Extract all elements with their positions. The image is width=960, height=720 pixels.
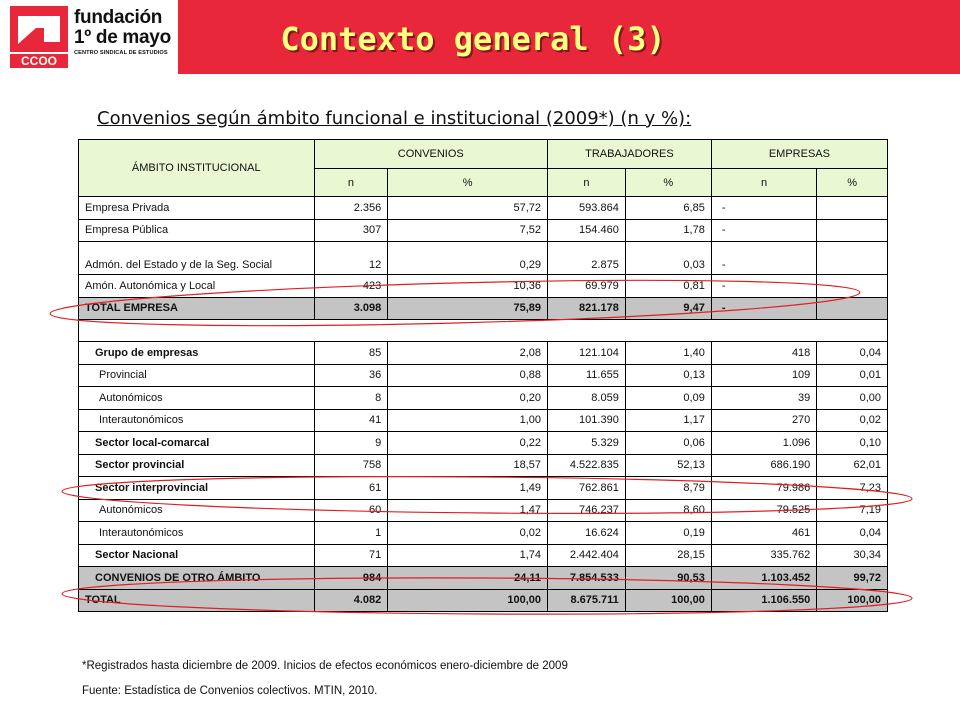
cell-trabajadores-n: 762.861 — [548, 477, 626, 500]
cell-convenios-pct: 75,89 — [388, 297, 548, 320]
cell-empresas-n: - — [711, 197, 816, 220]
header-pct: % — [817, 169, 888, 197]
cell-trabajadores-n: 4.522.835 — [548, 454, 626, 477]
header-banner — [178, 0, 960, 74]
cell-empresas-pct: 0,04 — [817, 522, 888, 545]
cell-convenios-pct: 0,29 — [388, 242, 548, 275]
cell-empresas-pct: 0,10 — [817, 432, 888, 455]
cell-trabajadores-n: 69.979 — [548, 275, 626, 298]
cell-empresas-n: 461 — [711, 522, 816, 545]
source-note: Fuente: Estadística de Convenios colectivos. MTIN, 2010. — [82, 685, 378, 697]
row-label: CONVENIOS DE OTRO ÁMBITO — [79, 567, 315, 590]
row-label: Empresa Pública — [79, 219, 315, 242]
cell-convenios-n: 41 — [314, 409, 388, 432]
cell-convenios-n: 85 — [314, 342, 388, 365]
convenios-table — [78, 139, 888, 612]
header-n: n — [314, 169, 388, 197]
header-ambito: ÁMBITO INSTITUCIONAL — [79, 140, 315, 197]
cell-convenios-pct: 1,47 — [388, 499, 548, 522]
table-row — [79, 544, 888, 567]
cell-convenios-pct: 0,22 — [388, 432, 548, 455]
cell-convenios-n: 758 — [314, 454, 388, 477]
table-row-total — [79, 567, 888, 590]
cell-trabajadores-n: 2.442.404 — [548, 544, 626, 567]
cell-trabajadores-n: 121.104 — [548, 342, 626, 365]
row-label: Grupo de empresas — [79, 342, 315, 365]
cell-empresas-pct — [817, 275, 888, 298]
cell-trabajadores-n: 101.390 — [548, 409, 626, 432]
cell-convenios-pct: 24,11 — [388, 567, 548, 590]
header-n: n — [711, 169, 816, 197]
cell-convenios-n: 36 — [314, 364, 388, 387]
row-label: Sector Nacional — [79, 544, 315, 567]
cell-empresas-pct — [817, 197, 888, 220]
cell-empresas-pct — [817, 242, 888, 275]
row-label: Interautonómicos — [79, 409, 315, 432]
cell-trabajadores-n: 2.875 — [548, 242, 626, 275]
cell-convenios-pct: 0,88 — [388, 364, 548, 387]
cell-convenios-pct: 2,08 — [388, 342, 548, 365]
logo-badge: CCOO — [21, 54, 57, 68]
cell-empresas-n: 79.525 — [711, 499, 816, 522]
cell-convenios-pct: 18,57 — [388, 454, 548, 477]
cell-convenios-pct: 57,72 — [388, 197, 548, 220]
row-label: TOTAL EMPRESA — [79, 297, 315, 320]
cell-convenios-n: 71 — [314, 544, 388, 567]
header-convenios: CONVENIOS — [314, 140, 547, 169]
cell-convenios-n: 8 — [314, 387, 388, 410]
row-label: Autonómicos — [79, 387, 315, 410]
table-row — [79, 522, 888, 545]
cell-trabajadores-pct: 90,53 — [625, 567, 711, 590]
cell-trabajadores-n: 16.624 — [548, 522, 626, 545]
cell-trabajadores-pct: 8,79 — [625, 477, 711, 500]
cell-convenios-n: 2.356 — [314, 197, 388, 220]
cell-convenios-pct: 100,00 — [388, 589, 548, 612]
page-title: Contexto general (3) — [280, 20, 666, 58]
cell-trabajadores-pct: 0,06 — [625, 432, 711, 455]
header-n: n — [548, 169, 626, 197]
table-row — [79, 342, 888, 365]
row-label: Provincial — [79, 364, 315, 387]
cell-empresas-n: 39 — [711, 387, 816, 410]
cell-empresas-n: 686.190 — [711, 454, 816, 477]
table-row — [79, 387, 888, 410]
ccoo-logo-icon — [10, 6, 68, 68]
cell-trabajadores-pct: 1,40 — [625, 342, 711, 365]
header-pct: % — [625, 169, 711, 197]
logo-line1: fundación — [74, 7, 163, 28]
cell-trabajadores-n: 593.864 — [548, 197, 626, 220]
cell-convenios-n: 984 — [314, 567, 388, 590]
table-row — [79, 499, 888, 522]
cell-trabajadores-pct: 1,78 — [625, 219, 711, 242]
row-label: TOTAL — [79, 589, 315, 612]
footnote: *Registrados hasta diciembre de 2009. Inicios de efectos económicos enero-diciembre de 2009 — [82, 660, 568, 672]
logo-line2: 1º de mayo — [74, 27, 171, 48]
cell-convenios-n: 3.098 — [314, 297, 388, 320]
cell-empresas-pct: 0,04 — [817, 342, 888, 365]
cell-trabajadores-pct: 52,13 — [625, 454, 711, 477]
cell-empresas-n: - — [711, 242, 816, 275]
cell-convenios-pct: 10,36 — [388, 275, 548, 298]
cell-empresas-pct: 62,01 — [817, 454, 888, 477]
cell-empresas-n: 109 — [711, 364, 816, 387]
table-caption: Convenios según ámbito funcional e institucional (2009*) (n y %): — [97, 108, 692, 129]
cell-convenios-n: 1 — [314, 522, 388, 545]
table-row — [79, 275, 888, 298]
cell-trabajadores-n: 821.178 — [548, 297, 626, 320]
cell-convenios-n: 307 — [314, 219, 388, 242]
cell-empresas-pct: 99,72 — [817, 567, 888, 590]
table-row — [79, 432, 888, 455]
cell-convenios-n: 61 — [314, 477, 388, 500]
cell-trabajadores-n: 154.460 — [548, 219, 626, 242]
cell-empresas-pct: 0,01 — [817, 364, 888, 387]
cell-convenios-pct: 0,20 — [388, 387, 548, 410]
cell-trabajadores-n: 11.655 — [548, 364, 626, 387]
cell-empresas-n: - — [711, 275, 816, 298]
cell-trabajadores-pct: 0,03 — [625, 242, 711, 275]
cell-trabajadores-pct: 28,15 — [625, 544, 711, 567]
cell-empresas-pct: 0,00 — [817, 387, 888, 410]
table-row — [79, 454, 888, 477]
cell-trabajadores-pct: 0,81 — [625, 275, 711, 298]
cell-empresas-n: - — [711, 219, 816, 242]
cell-empresas-n: 1.106.550 — [711, 589, 816, 612]
cell-trabajadores-pct: 1,17 — [625, 409, 711, 432]
cell-convenios-n: 9 — [314, 432, 388, 455]
row-label: Amón. Autonómica y Local — [79, 275, 315, 298]
cell-trabajadores-n: 8.675.711 — [548, 589, 626, 612]
logo — [0, 0, 178, 74]
header-empresas: EMPRESAS — [711, 140, 887, 169]
cell-convenios-pct: 1,74 — [388, 544, 548, 567]
table-row — [79, 364, 888, 387]
cell-empresas-pct — [817, 297, 888, 320]
cell-convenios-pct: 0,02 — [388, 522, 548, 545]
row-label: Sector provincial — [79, 454, 315, 477]
cell-empresas-n: 1.103.452 — [711, 567, 816, 590]
cell-trabajadores-n: 5.329 — [548, 432, 626, 455]
cell-empresas-n: 79.986 — [711, 477, 816, 500]
cell-convenios-n: 12 — [314, 242, 388, 275]
cell-trabajadores-pct: 9,47 — [625, 297, 711, 320]
cell-empresas-n: 1.096 — [711, 432, 816, 455]
row-label: Interautonómicos — [79, 522, 315, 545]
cell-empresas-n: 418 — [711, 342, 816, 365]
cell-trabajadores-n: 746.237 — [548, 499, 626, 522]
table-row-total — [79, 297, 888, 320]
cell-trabajadores-n: 7.854.533 — [548, 567, 626, 590]
cell-convenios-pct: 7,52 — [388, 219, 548, 242]
cell-empresas-pct: 7,19 — [817, 499, 888, 522]
cell-convenios-n: 4.082 — [314, 589, 388, 612]
cell-empresas-n: 270 — [711, 409, 816, 432]
table-spacer-row — [79, 320, 888, 342]
cell-convenios-n: 423 — [314, 275, 388, 298]
cell-empresas-pct: 100,00 — [817, 589, 888, 612]
row-label: Empresa Privada — [79, 197, 315, 220]
table-row — [79, 242, 888, 275]
cell-trabajadores-pct: 8,60 — [625, 499, 711, 522]
table-row — [79, 219, 888, 242]
cell-trabajadores-n: 8.059 — [548, 387, 626, 410]
cell-empresas-n: 335.762 — [711, 544, 816, 567]
cell-empresas-pct: 7,23 — [817, 477, 888, 500]
cell-empresas-pct: 30,34 — [817, 544, 888, 567]
cell-convenios-pct: 1,49 — [388, 477, 548, 500]
cell-convenios-pct: 1,00 — [388, 409, 548, 432]
header-trabajadores: TRABAJADORES — [548, 140, 712, 169]
logo-text — [74, 8, 171, 58]
row-label: Sector interprovincial — [79, 477, 315, 500]
cell-trabajadores-pct: 100,00 — [625, 589, 711, 612]
table-row-grand-total — [79, 589, 888, 612]
header-pct: % — [388, 169, 548, 197]
row-label: Autonómicos — [79, 499, 315, 522]
cell-empresas-n: - — [711, 297, 816, 320]
spacer-cell — [79, 320, 888, 342]
cell-empresas-pct — [817, 219, 888, 242]
table-row — [79, 409, 888, 432]
table-row — [79, 477, 888, 500]
row-label: Admón. del Estado y de la Seg. Social — [79, 242, 315, 275]
cell-convenios-n: 60 — [314, 499, 388, 522]
cell-trabajadores-pct: 0,13 — [625, 364, 711, 387]
cell-trabajadores-pct: 0,09 — [625, 387, 711, 410]
cell-trabajadores-pct: 0,19 — [625, 522, 711, 545]
cell-empresas-pct: 0,02 — [817, 409, 888, 432]
row-label: Sector local-comarcal — [79, 432, 315, 455]
logo-line3: CENTRO SINDICAL DE ESTUDIOS — [74, 50, 168, 56]
cell-trabajadores-pct: 6,85 — [625, 197, 711, 220]
table-row — [79, 197, 888, 220]
